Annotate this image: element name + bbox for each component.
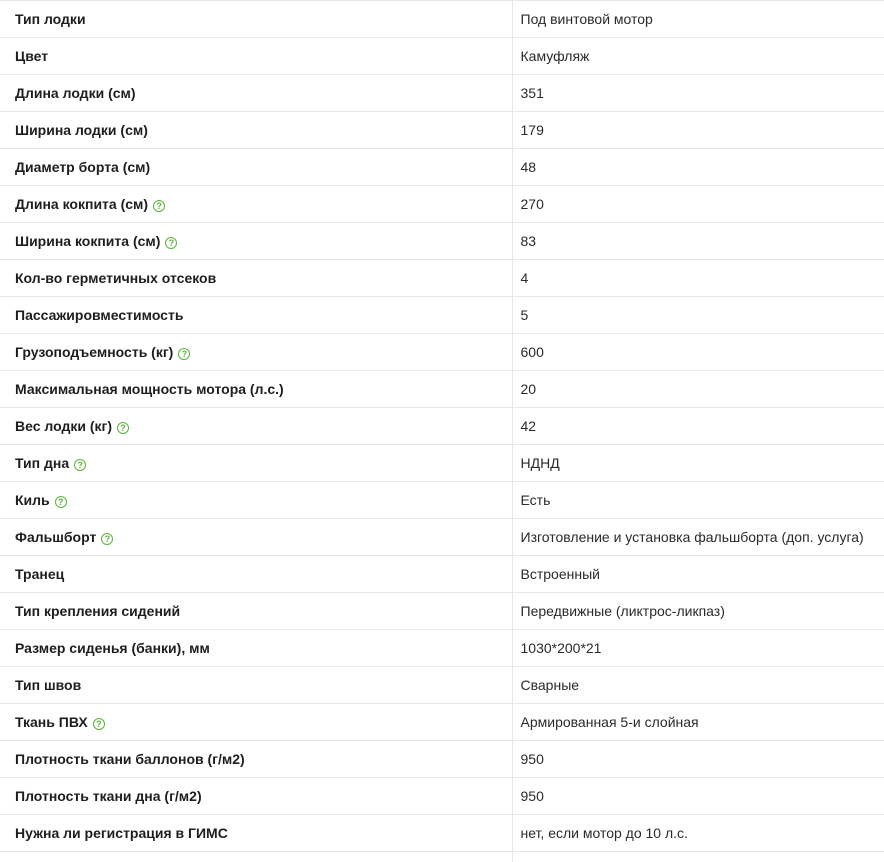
spec-row: [0, 815, 884, 852]
spec-row: [0, 741, 884, 778]
spec-name-cell: [0, 186, 512, 223]
spec-value: 270: [512, 186, 884, 223]
spec-name-cell: [0, 223, 512, 260]
spec-name: Размер сиденья (банки), мм: [15, 640, 210, 656]
help-icon[interactable]: [165, 237, 177, 249]
spec-name-cell: [0, 778, 512, 815]
spec-value: 950: [512, 778, 884, 815]
spec-name-cell: [0, 482, 512, 519]
spec-name: Тип дна: [15, 455, 70, 471]
spec-name: Грузоподъемность (кг): [15, 344, 174, 360]
spec-name-cell: [0, 815, 512, 852]
help-icon[interactable]: [178, 348, 190, 360]
spec-name-cell: [0, 556, 512, 593]
spec-name: Плотность ткани баллонов (г/м2): [15, 751, 245, 767]
spec-name: Ткань ПВХ: [15, 714, 88, 730]
spec-name-cell: [0, 371, 512, 408]
spec-name-cell: [0, 593, 512, 630]
spec-row: [0, 371, 884, 408]
spec-name: Максимальная мощность мотора (л.с.): [15, 381, 284, 397]
spec-row: [0, 223, 884, 260]
spec-row: [0, 556, 884, 593]
spec-name-cell: [0, 704, 512, 741]
spec-value: Под винтовой мотор: [512, 1, 884, 38]
spec-name: Вес лодки (кг): [15, 418, 113, 434]
spec-row: [0, 75, 884, 112]
spec-value: НДНД: [512, 445, 884, 482]
spec-row: [0, 149, 884, 186]
spec-name-cell: [0, 667, 512, 704]
spec-name: Нужна ли регистрация в ГИМС: [15, 825, 228, 841]
spec-name-cell: [0, 519, 512, 556]
spec-name-cell: [0, 445, 512, 482]
spec-name: Кол-во герметичных отсеков: [15, 270, 217, 286]
spec-name-cell: [0, 112, 512, 149]
spec-row: [0, 482, 884, 519]
spec-row-partial: [0, 852, 884, 862]
spec-row: [0, 778, 884, 815]
spec-name-cell: [0, 1, 512, 38]
spec-value: 4: [512, 260, 884, 297]
spec-name: Тип крепления сидений: [15, 603, 181, 619]
spec-name: Тип лодки: [15, 11, 86, 27]
spec-name-cell: [0, 260, 512, 297]
spec-value: Сварные: [512, 667, 884, 704]
specs-table-body: [0, 1, 884, 862]
spec-value: 20: [512, 371, 884, 408]
help-icon[interactable]: [101, 533, 113, 545]
spec-value: 1030*200*21: [512, 630, 884, 667]
spec-value: [512, 852, 884, 862]
help-icon[interactable]: [93, 718, 105, 730]
spec-name-cell: [0, 297, 512, 334]
spec-row: [0, 667, 884, 704]
spec-row: [0, 186, 884, 223]
help-icon[interactable]: [74, 459, 86, 471]
spec-row: [0, 408, 884, 445]
spec-name-cell: [0, 149, 512, 186]
spec-name-cell: [0, 852, 512, 862]
spec-value: 351: [512, 75, 884, 112]
spec-row: [0, 630, 884, 667]
spec-value: Встроенный: [512, 556, 884, 593]
spec-name-cell: [0, 334, 512, 371]
spec-name-cell: [0, 38, 512, 75]
spec-value: 42: [512, 408, 884, 445]
spec-name-cell: [0, 741, 512, 778]
spec-name: Диаметр борта (см): [15, 159, 151, 175]
spec-row: [0, 593, 884, 630]
spec-name-cell: [0, 630, 512, 667]
help-icon[interactable]: [55, 496, 67, 508]
help-icon[interactable]: [153, 200, 165, 212]
spec-value: нет, если мотор до 10 л.с.: [512, 815, 884, 852]
spec-name: Киль: [15, 492, 50, 508]
spec-name: Ширина лодки (см): [15, 122, 148, 138]
spec-name: Тип швов: [15, 677, 82, 693]
spec-row: [0, 704, 884, 741]
spec-name: Плотность ткани дна (г/м2): [15, 788, 202, 804]
spec-value: 48: [512, 149, 884, 186]
spec-value: 950: [512, 741, 884, 778]
spec-row: [0, 260, 884, 297]
spec-value: Изготовление и установка фальшборта (доп. услуга): [512, 519, 884, 556]
spec-row: [0, 1, 884, 38]
help-icon[interactable]: [117, 422, 129, 434]
spec-value: Есть: [512, 482, 884, 519]
spec-row: [0, 38, 884, 75]
spec-value: Камуфляж: [512, 38, 884, 75]
spec-value: 5: [512, 297, 884, 334]
spec-name: Длина лодки (см): [15, 85, 136, 101]
spec-row: [0, 445, 884, 482]
spec-name: Фальшборт: [15, 529, 97, 545]
spec-row: [0, 297, 884, 334]
spec-value: 179: [512, 112, 884, 149]
spec-value: 83: [512, 223, 884, 260]
spec-name: Цвет: [15, 48, 49, 64]
spec-row: [0, 334, 884, 371]
spec-name-cell: [0, 75, 512, 112]
spec-name: Пассажировместимость: [15, 307, 184, 323]
spec-value: 600: [512, 334, 884, 371]
spec-value: Армированная 5-и слойная: [512, 704, 884, 741]
spec-row: [0, 519, 884, 556]
spec-row: [0, 112, 884, 149]
spec-name: Транец: [15, 566, 65, 582]
spec-name: Ширина кокпита (см): [15, 233, 161, 249]
spec-value: Передвижные (ликтрос-ликпаз): [512, 593, 884, 630]
spec-name: Длина кокпита (см): [15, 196, 149, 212]
spec-name-cell: [0, 408, 512, 445]
